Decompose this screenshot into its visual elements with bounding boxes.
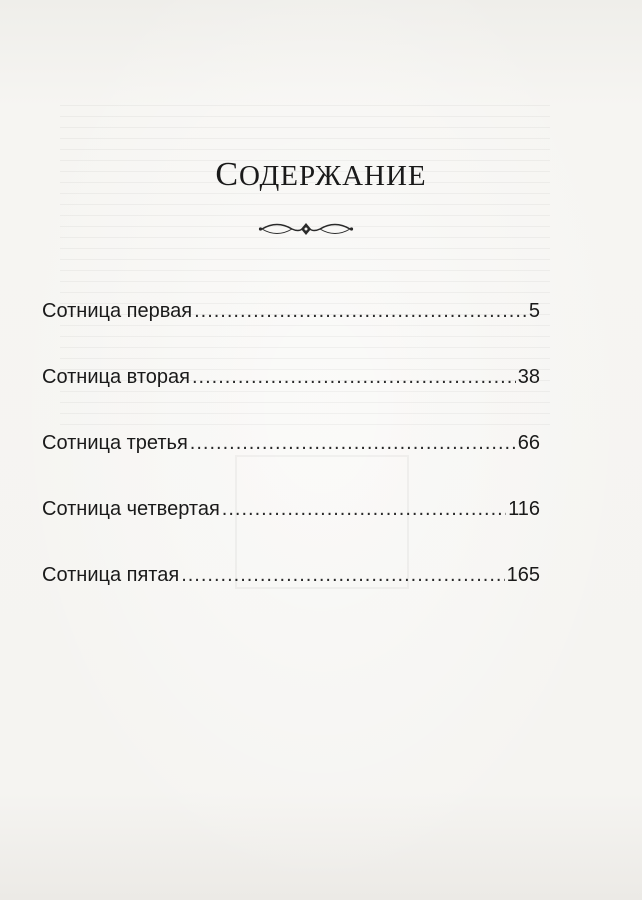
toc-dot-leader [222, 498, 506, 521]
contents-heading [0, 156, 642, 194]
toc-entry[interactable] [42, 432, 540, 460]
toc-entry-page: 66 [517, 432, 540, 454]
toc-entry-title: Сотница четвертая [42, 498, 220, 520]
toc-dot-leader [190, 432, 516, 455]
toc-dot-leader [181, 564, 504, 587]
toc-entry-title: Сотница пятая [42, 564, 180, 586]
decorative-divider-icon [258, 220, 354, 238]
table-of-contents [42, 300, 540, 630]
contents-heading-initial: С [215, 156, 240, 193]
toc-entry-page: 116 [508, 498, 540, 520]
toc-entry[interactable] [42, 366, 540, 394]
toc-entry-page: 165 [506, 564, 540, 586]
toc-entry-page: 5 [528, 300, 540, 322]
toc-entry-title: Сотница вторая [42, 366, 190, 388]
toc-entry-title: Сотница первая [42, 300, 193, 322]
toc-entry[interactable] [42, 498, 540, 526]
toc-dot-leader [192, 366, 516, 389]
contents-heading-rest: ОДЕРЖАНИЕ [239, 160, 427, 192]
toc-entry-title: Сотница третья [42, 432, 188, 454]
toc-entry[interactable] [42, 564, 540, 592]
toc-entry[interactable] [42, 300, 540, 328]
toc-dot-leader [194, 300, 527, 323]
toc-entry-page: 38 [517, 366, 540, 388]
